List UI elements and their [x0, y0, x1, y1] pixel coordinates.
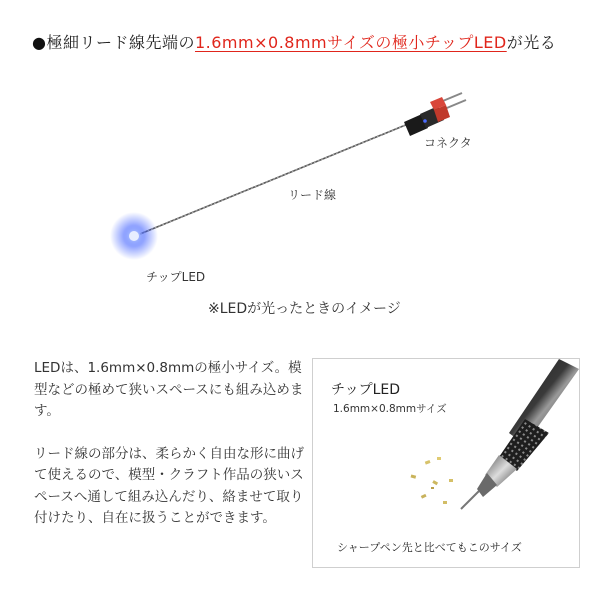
wire-label: リード線 [288, 188, 337, 202]
headline-suffix: が光る [506, 33, 557, 52]
description [34, 358, 304, 530]
lead-wire [140, 124, 408, 234]
led-glow-icon [110, 212, 158, 260]
bullet-icon: ● [32, 33, 47, 52]
chip-led-samples [411, 457, 453, 504]
photo-title: チップLED [331, 382, 401, 398]
headline-highlight: 1.6mm×0.8mmサイズの極小チップLED [194, 33, 507, 52]
headline-prefix: 極細リード線先端の [46, 33, 195, 52]
led-label: チップLED [146, 270, 206, 284]
description-paragraph-1: LEDは、1.6mm×0.8mmの極小サイズ。模型などの極めて狭いスペースにも組み込めます。 [34, 360, 304, 419]
photo-subtitle: 1.6mm×0.8mmサイズ [333, 403, 447, 415]
connector-label: コネクタ [424, 136, 472, 150]
size-comparison-photo [312, 358, 580, 568]
image-note: ※LEDが光ったときのイメージ [208, 301, 401, 317]
connector-icon [404, 93, 466, 136]
photo-caption: シャープペン先と比べてもこのサイズ [337, 541, 522, 554]
description-paragraph-2: リード線の部分は、柔らかく自由な形に曲げて使えるので、模型・クラフト作品の狭いスペースへ通して組み込んだり、絡ませて取り付けたり、自在に扱うことができます。 [34, 445, 304, 526]
